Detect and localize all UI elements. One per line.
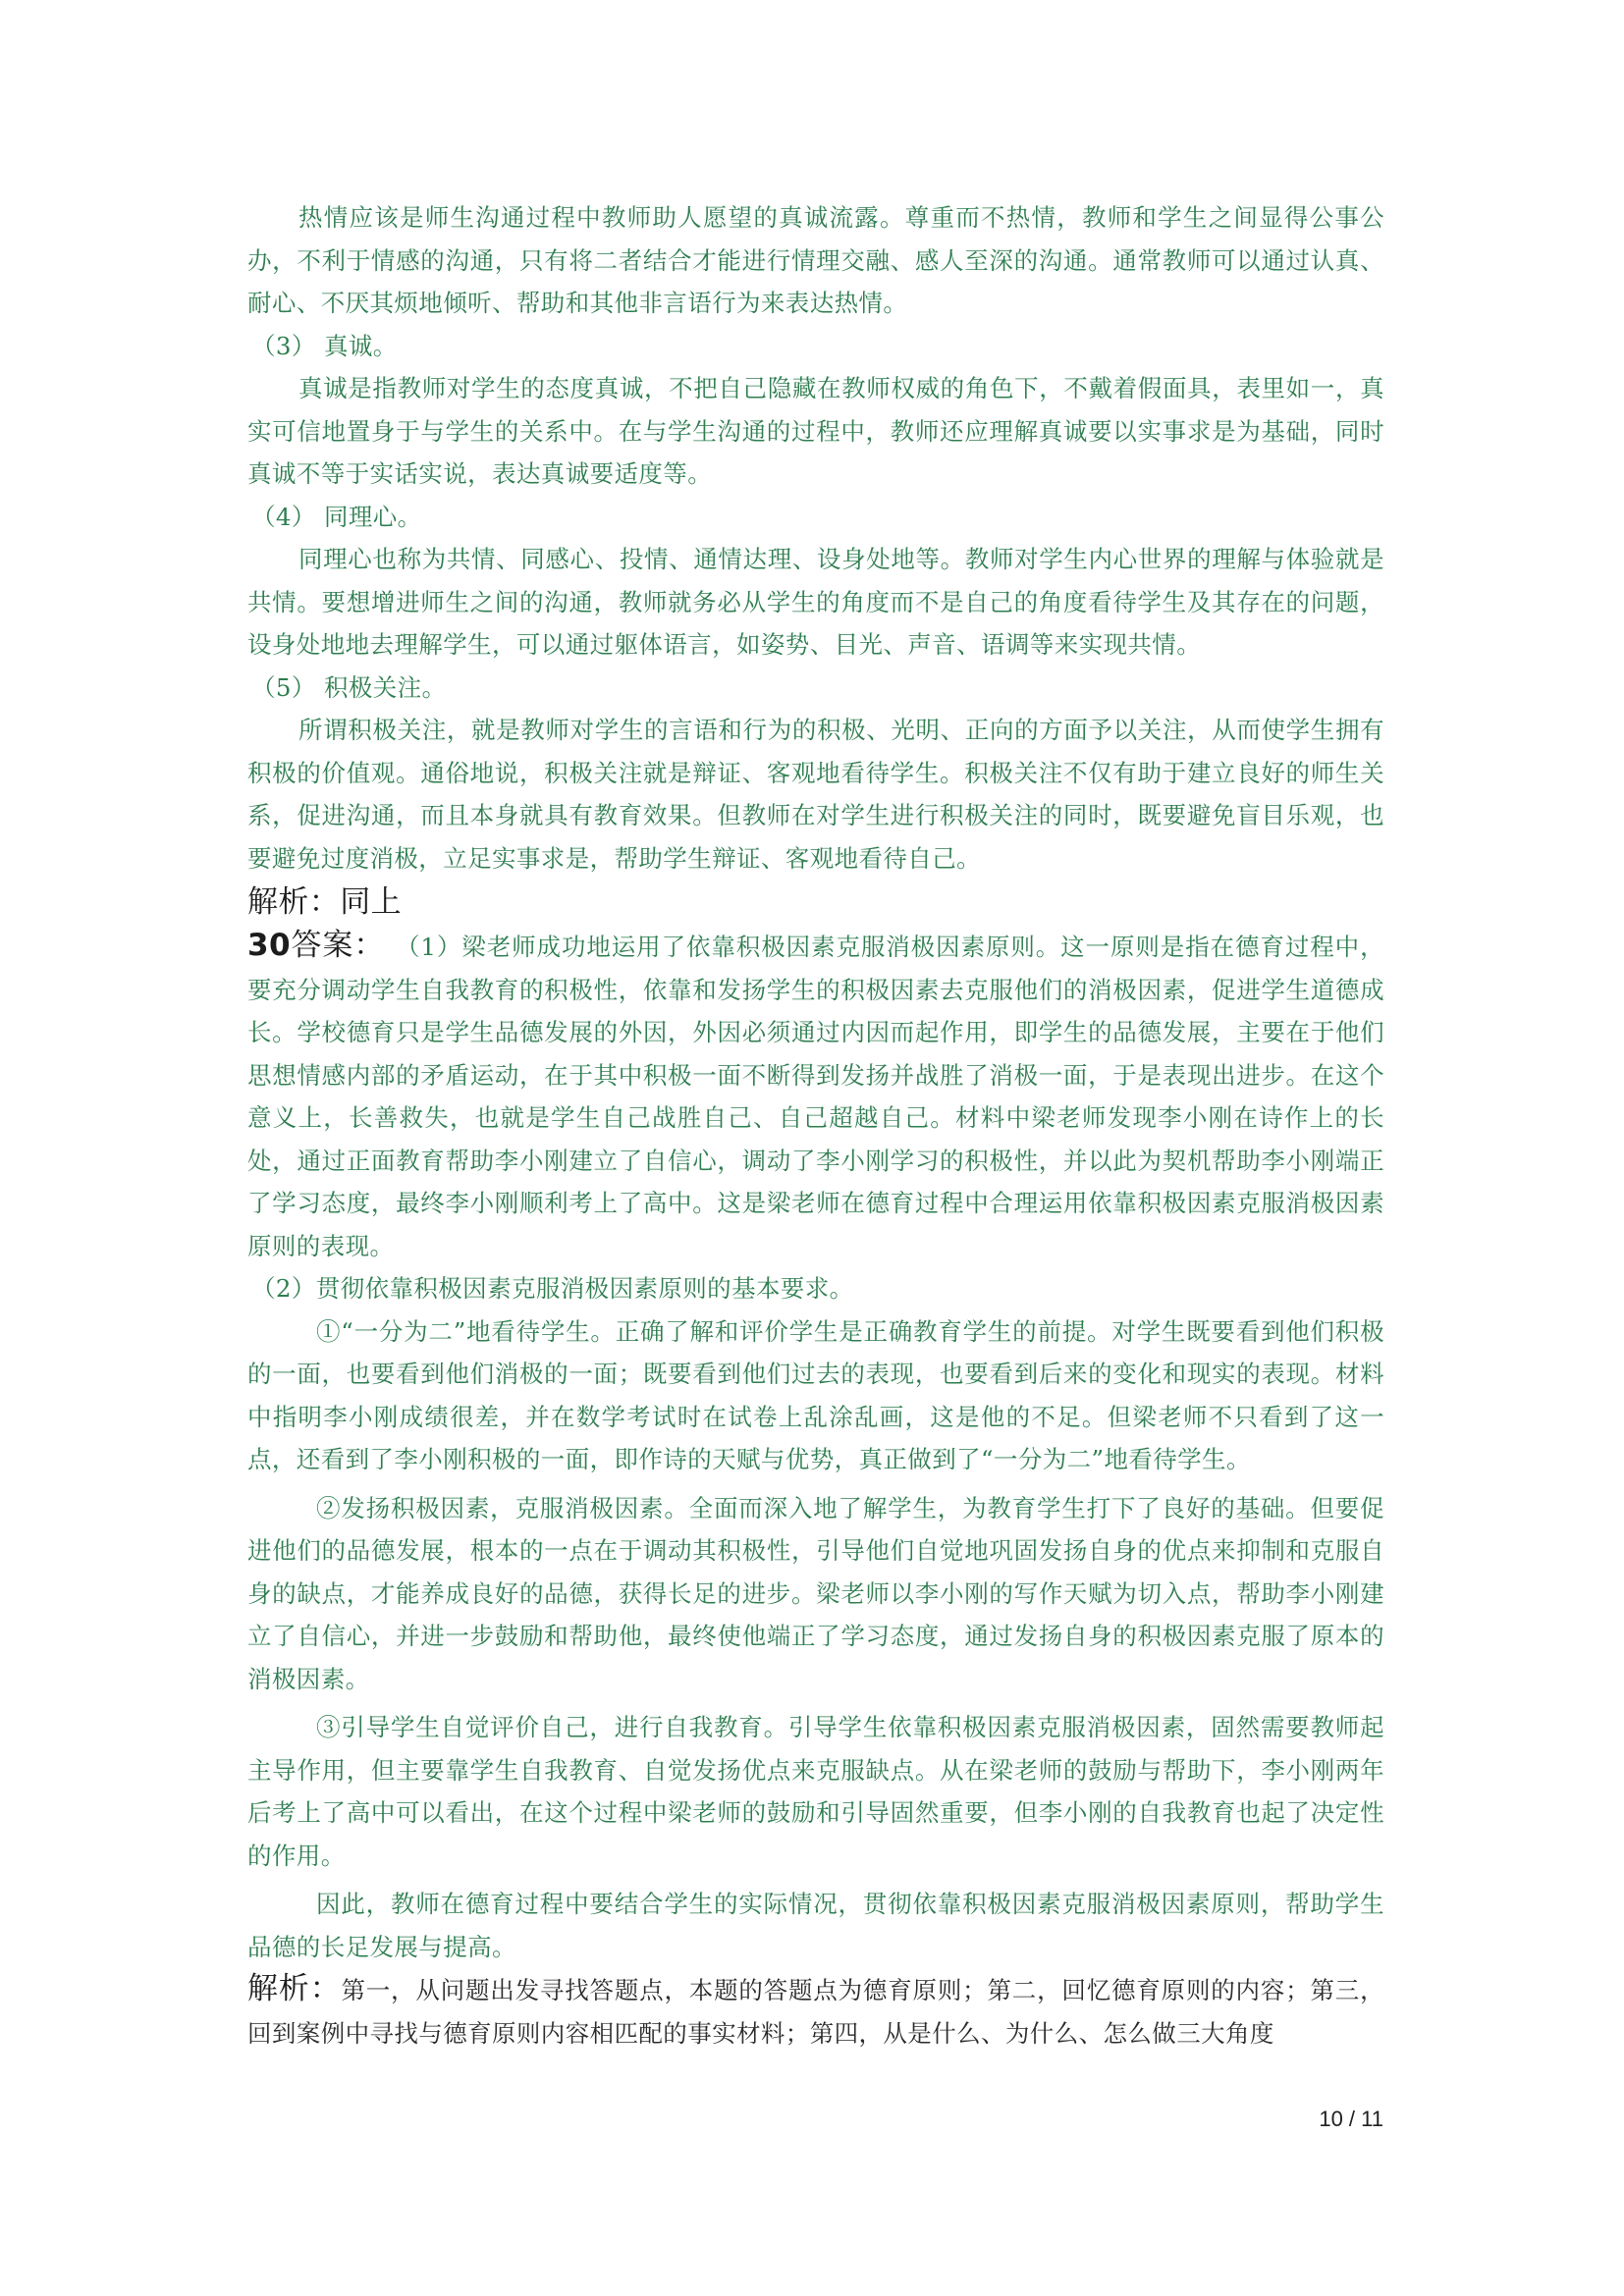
paragraph-warmth: 热情应该是师生沟通过程中教师助人愿望的真诚流露。尊重而不热情，教师和学生之间显得公事公办，不利于情感的沟通，只有将二者结合才能进行情理交融、感人至深的沟通。通常教师可以通过认真、耐心、不厌其烦地倾听、帮助和其他非言语行为来表达热情。	[247, 203, 1384, 317]
item-3-title: （3） 真诚。	[251, 331, 398, 360]
part-2-title: （2）贯彻依靠积极因素克服消极因素原则的基本要求。	[251, 1274, 854, 1303]
analysis-2	[247, 1968, 1384, 2055]
requirement-3: ③引导学生自觉评价自己，进行自我教育。引导学生依靠积极因素克服消极因素，固然需要教师起主导作用，但主要靠学生自我教育、自觉发扬优点来克服缺点。从在梁老师的鼓励与帮助下，李小刚两年后考上了高中可以看出，在这个过程中梁老师的鼓励和引导固然重要，但李小刚的自我教育也起了决定性的作用。	[247, 1713, 1384, 1870]
requirement-2: ②发扬积极因素，克服消极因素。全面而深入地了解学生，为教育学生打下了良好的基础。但要促进他们的品德发展，根本的一点在于调动其积极性，引导他们自觉地巩固发扬自身的优点来抑制和克服自身的缺点，才能养成良好的品德，获得长足的进步。梁老师以李小刚的写作天赋为切入点，帮助李小刚建立了自信心，并进一步鼓励和帮助他，最终使他端正了学习态度，通过发扬自身的积极因素克服了原本的消极因素。	[247, 1493, 1384, 1693]
item-4-title: （4） 同理心。	[251, 502, 422, 531]
answer-30-number: 30	[247, 928, 291, 963]
item-5-title: （5） 积极关注。	[251, 672, 447, 702]
page-content	[247, 196, 1384, 2055]
answer-30-text: （1）梁老师成功地运用了依靠积极因素克服消极因素原则。这一原则是指在德育过程中，要充分调动学生自我教育的积极性，依靠和发扬学生的积极因素去克服他们的消极因素，促进学生道德成长。学校德育只是学生品德发展的外因，外因必须通过内因而起作用，即学生的品德发展，主要在于他们思想情感内部的矛盾运动，在于其中积极一面不断得到发扬并战胜了消极一面，于是表现出进步。在这个意义上，长善救失，也就是学生自己战胜自己、自己超越自己。材料中梁老师发现李小刚在诗作上的长处，通过正面教育帮助李小刚建立了自信心，调动了李小刚学习的积极性，并以此为契机帮助李小刚端正了学习态度，最终李小刚顺利考上了高中。这是梁老师在德育过程中合理运用依靠积极因素克服消极因素原则的表现。	[247, 933, 1384, 1260]
item-5-text: 所谓积极关注，就是教师对学生的言语和行为的积极、光明、正向的方面予以关注，从而使学生拥有积极的价值观。通俗地说，积极关注就是辩证、客观地看待学生。积极关注不仅有助于建立良好的师生关系，促进沟通，而且本身就具有教育效果。但教师在对学生进行积极关注的同时，既要避免盲目乐观，也要避免过度消极，立足实事求是，帮助学生辩证、客观地看待自己。	[247, 716, 1384, 873]
analysis-1-text: 同上	[340, 884, 403, 920]
item-3-text: 真诚是指教师对学生的态度真诚，不把自己隐藏在教师权威的角色下，不戴着假面具，表里如一，真实可信地置身于与学生的关系中。在与学生沟通的过程中，教师还应理解真诚要以实事求是为基础，同时真诚不等于实话实说，表达真诚要适度等。	[247, 374, 1384, 488]
answer-30-label: 答案：	[290, 928, 386, 963]
answer-30	[247, 925, 1384, 1267]
analysis-2-text: 第一，从问题出发寻找答题点，本题的答题点为德育原则；第二，回忆德育原则的内容；第三，回到案例中寻找与德育原则内容相匹配的事实材料；第四，从是什么、为什么、怎么做三大角度	[247, 1976, 1385, 2048]
analysis-1	[247, 880, 1384, 925]
analysis-1-label: 解析：	[247, 884, 341, 920]
analysis-2-label: 解析：	[247, 1971, 342, 2006]
requirement-1: ①“一分为二”地看待学生。正确了解和评价学生是正确教育学生的前提。对学生既要看到他们积极的一面，也要看到他们消极的一面；既要看到他们过去的表现，也要看到后来的变化和现实的表现。材料中指明李小刚成绩很差，并在数学考试时在试卷上乱涂乱画，这是他的不足。但梁老师不只看到了这一点，还看到了李小刚积极的一面，即作诗的天赋与优势，真正做到了“一分为二”地看待学生。	[247, 1316, 1384, 1473]
page-number: 10 / 11	[1319, 2107, 1383, 2131]
item-4-text: 同理心也称为共情、同感心、投情、通情达理、设身处地等。教师对学生内心世界的理解与体验就是共情。要想增进师生之间的沟通，教师就务必从学生的角度而不是自己的角度看待学生及其存在的问题，设身处地地去理解学生，可以通过躯体语言，如姿势、目光、声音、语调等来实现共情。	[247, 545, 1384, 659]
conclusion-paragraph: 因此，教师在德育过程中要结合学生的实际情况，贯彻依靠积极因素克服消极因素原则，帮助学生品德的长足发展与提高。	[247, 1890, 1384, 1961]
